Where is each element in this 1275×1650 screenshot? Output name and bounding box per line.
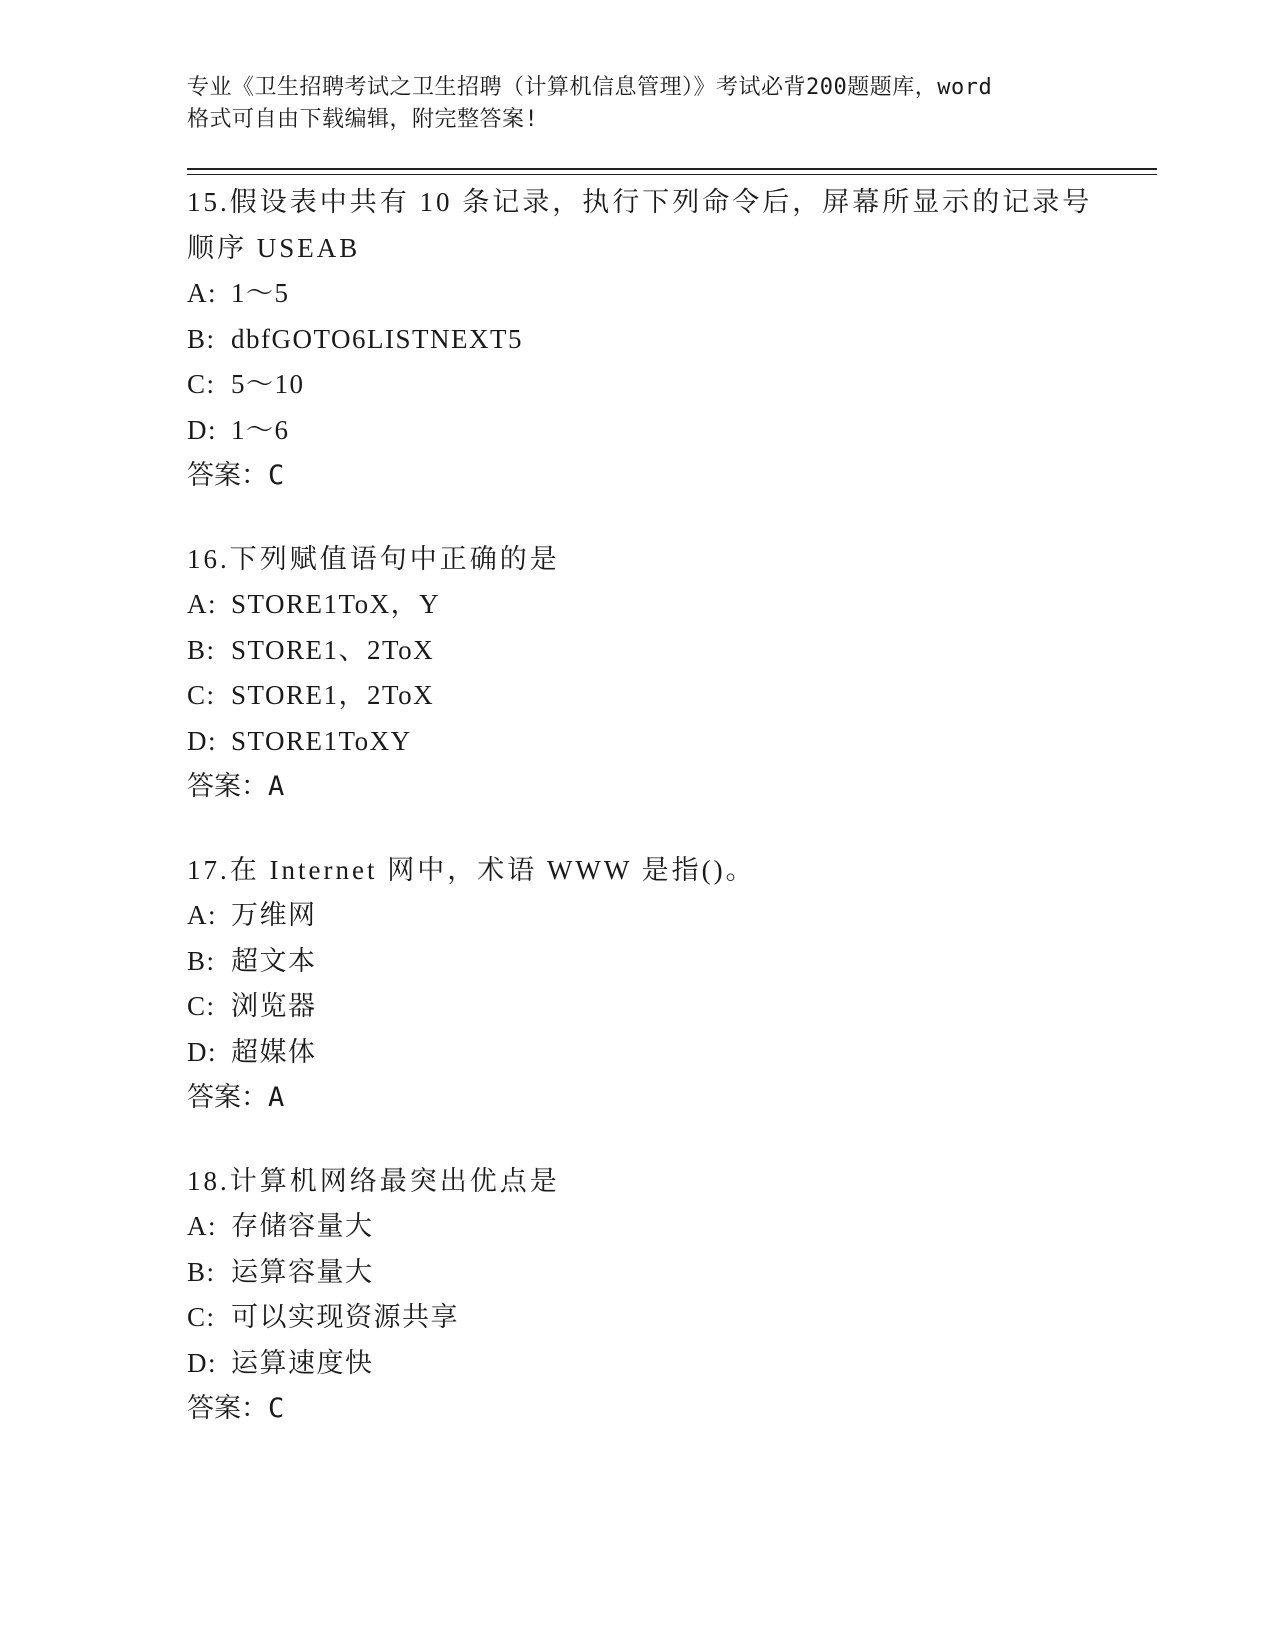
option-a	[187, 893, 1157, 939]
option-letter: D:	[187, 725, 217, 756]
option-b	[187, 939, 1157, 985]
answer-line: 答案：C	[187, 460, 285, 491]
option-b	[187, 317, 1157, 363]
option-text: 存储容量大	[231, 1211, 374, 1241]
option-text: dbfGOTO6LISTNEXT5	[231, 323, 523, 354]
option-letter: C:	[187, 680, 216, 710]
option-a	[187, 1204, 1157, 1250]
question-text-continued: 顺序 USEAB	[187, 233, 361, 263]
option-letter: A:	[187, 1211, 217, 1241]
header-line-2: 格式可自由下载编辑，附完整答案!	[187, 107, 539, 132]
question-17	[187, 847, 1157, 1120]
option-text: 运算速度快	[231, 1347, 374, 1378]
question-text: 17.在 Internet 网中，术语 WWW 是指()。	[187, 855, 756, 885]
option-letter: A:	[187, 589, 217, 619]
option-d	[187, 1030, 1157, 1076]
option-letter: B:	[187, 634, 216, 665]
option-c	[187, 984, 1157, 1030]
header-line-1: 专业《卫生招聘考试之卫生招聘（计算机信息管理）》考试必背200题题库，word	[187, 75, 993, 100]
option-letter: A:	[187, 900, 217, 930]
option-c	[187, 673, 1157, 719]
option-c	[187, 1295, 1157, 1341]
option-d	[187, 1341, 1157, 1387]
option-letter: B:	[187, 323, 216, 354]
question-18	[187, 1158, 1157, 1431]
question-text: 16.下列赋值语句中正确的是	[187, 544, 560, 574]
question-16	[187, 536, 1157, 809]
option-text: 超媒体	[231, 1036, 317, 1067]
option-letter: B:	[187, 945, 216, 976]
option-letter: B:	[187, 1256, 216, 1287]
question-list	[187, 179, 1157, 1431]
option-d	[187, 408, 1157, 454]
option-d	[187, 719, 1157, 765]
option-text: 超文本	[231, 945, 317, 976]
option-b	[187, 1250, 1157, 1296]
option-a	[187, 271, 1157, 317]
option-text: 万维网	[231, 900, 317, 930]
option-letter: C:	[187, 991, 216, 1021]
option-letter: C:	[187, 1302, 216, 1332]
option-text: STORE1ToX，Y	[231, 589, 441, 619]
option-text: 浏览器	[231, 991, 317, 1021]
option-letter: A:	[187, 278, 217, 308]
question-text: 15.假设表中共有 10 条记录，执行下列命令后，屏幕所显示的记录号	[187, 187, 1093, 217]
answer-line: 答案：C	[187, 1393, 285, 1424]
option-text: 可以实现资源共享	[231, 1302, 459, 1332]
document-header	[187, 72, 1157, 136]
option-text: 1～6	[231, 414, 290, 445]
option-letter: D:	[187, 1036, 217, 1067]
option-text: 5～10	[231, 369, 305, 399]
option-b	[187, 628, 1157, 674]
option-a	[187, 582, 1157, 628]
option-c	[187, 362, 1157, 408]
answer-line: 答案：A	[187, 1082, 285, 1113]
header-divider	[187, 168, 1157, 175]
option-letter: D:	[187, 1347, 217, 1378]
option-letter: C:	[187, 369, 216, 399]
question-text: 18.计算机网络最突出优点是	[187, 1166, 560, 1196]
option-text: STORE1ToXY	[231, 725, 412, 756]
document-page	[187, 72, 1157, 1469]
answer-line: 答案：A	[187, 771, 285, 802]
option-text: 1～5	[231, 278, 290, 308]
option-letter: D:	[187, 414, 217, 445]
option-text: 运算容量大	[231, 1256, 374, 1287]
question-15	[187, 179, 1157, 498]
option-text: STORE1，2ToX	[231, 680, 435, 710]
option-text: STORE1、2ToX	[231, 634, 435, 665]
